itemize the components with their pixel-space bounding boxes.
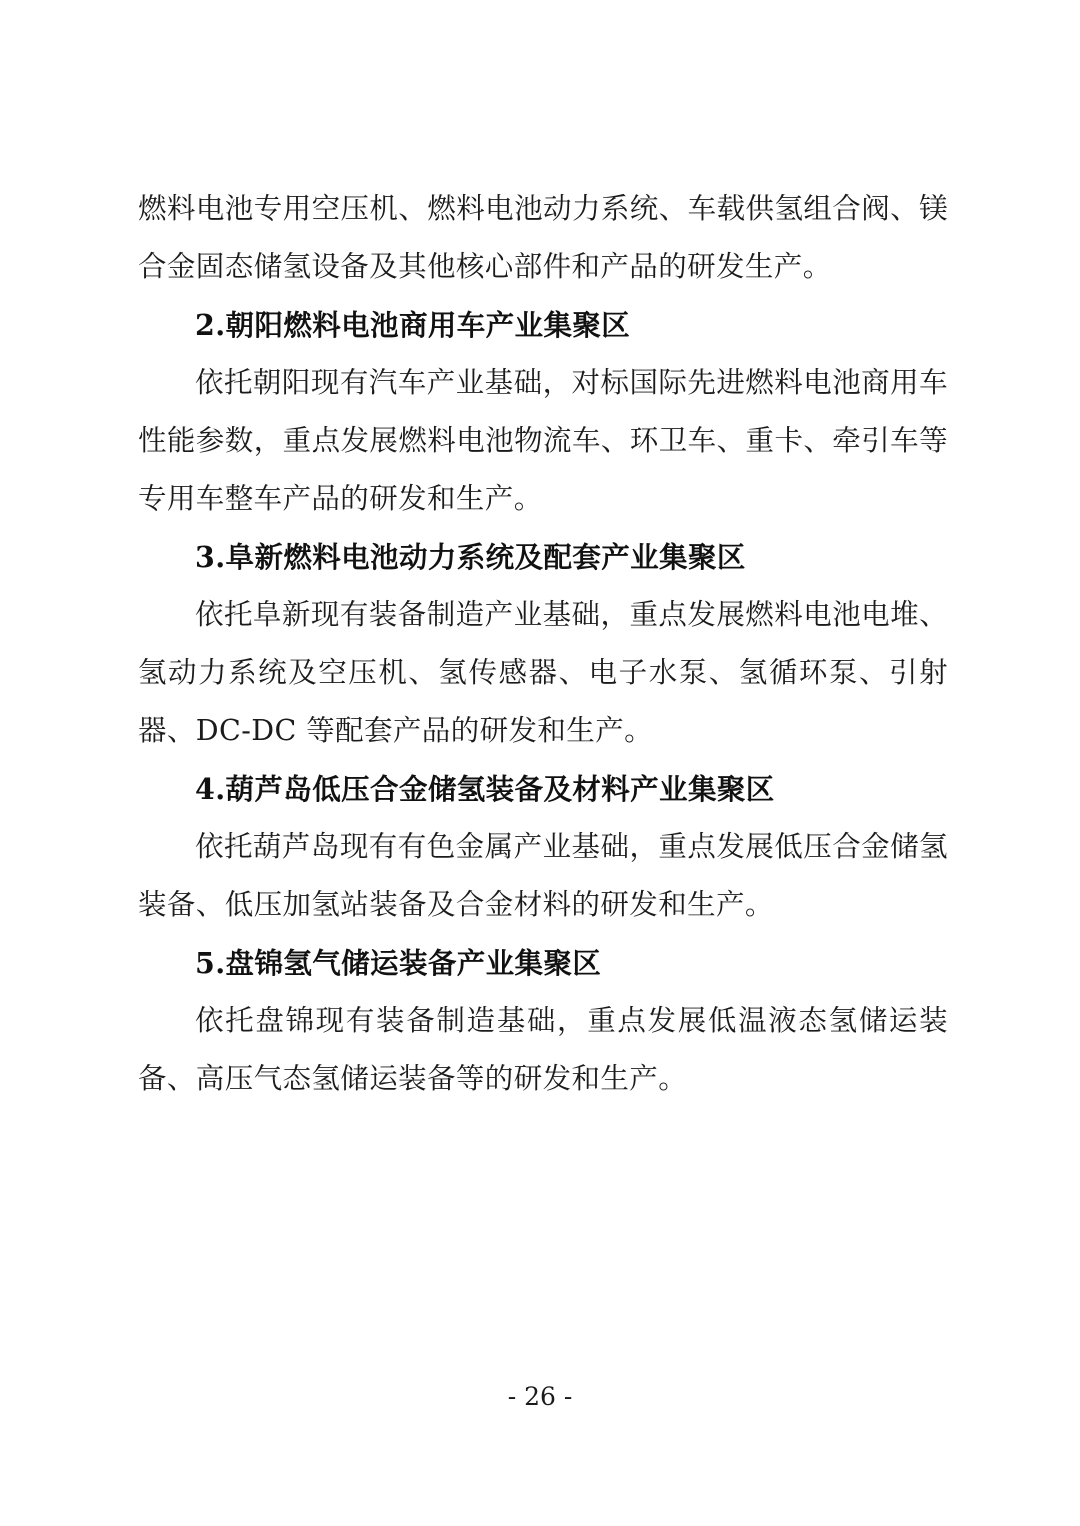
- page-number: - 26 -: [507, 1382, 573, 1411]
- section-heading: 2.朝阳燃料电池商用车产业集聚区: [195, 308, 631, 342]
- page-body: [138, 180, 948, 1108]
- body-paragraph: 依托葫芦岛现有有色金属产业基础，重点发展低压合金储氢装备、低压加氢站装备及合金材料的研发和生产。: [138, 830, 948, 921]
- section-heading: 4.葫芦岛低压合金储氢装备及材料产业集聚区: [195, 772, 775, 806]
- body-paragraph: 依托盘锦现有装备制造基础，重点发展低温液态氢储运装备、高压气态氢储运装备等的研发和生产。: [138, 1004, 948, 1095]
- body-paragraph: 燃料电池专用空压机、燃料电池动力系统、车载供氢组合阀、镁合金固态储氢设备及其他核心部件和产品的研发生产。: [138, 192, 948, 283]
- section-heading: 3.阜新燃料电池动力系统及配套产业集聚区: [195, 540, 746, 574]
- section-heading: 5.盘锦氢气储运装备产业集聚区: [195, 946, 602, 980]
- body-paragraph: 依托朝阳现有汽车产业基础，对标国际先进燃料电池商用车性能参数，重点发展燃料电池物流车、环卫车、重卡、牵引车等专用车整车产品的研发和生产。: [138, 366, 948, 515]
- body-paragraph: 依托阜新现有装备制造产业基础，重点发展燃料电池电堆、氢动力系统及空压机、氢传感器、电子水泵、氢循环泵、引射器、DC-DC 等配套产品的研发和生产。: [138, 598, 948, 747]
